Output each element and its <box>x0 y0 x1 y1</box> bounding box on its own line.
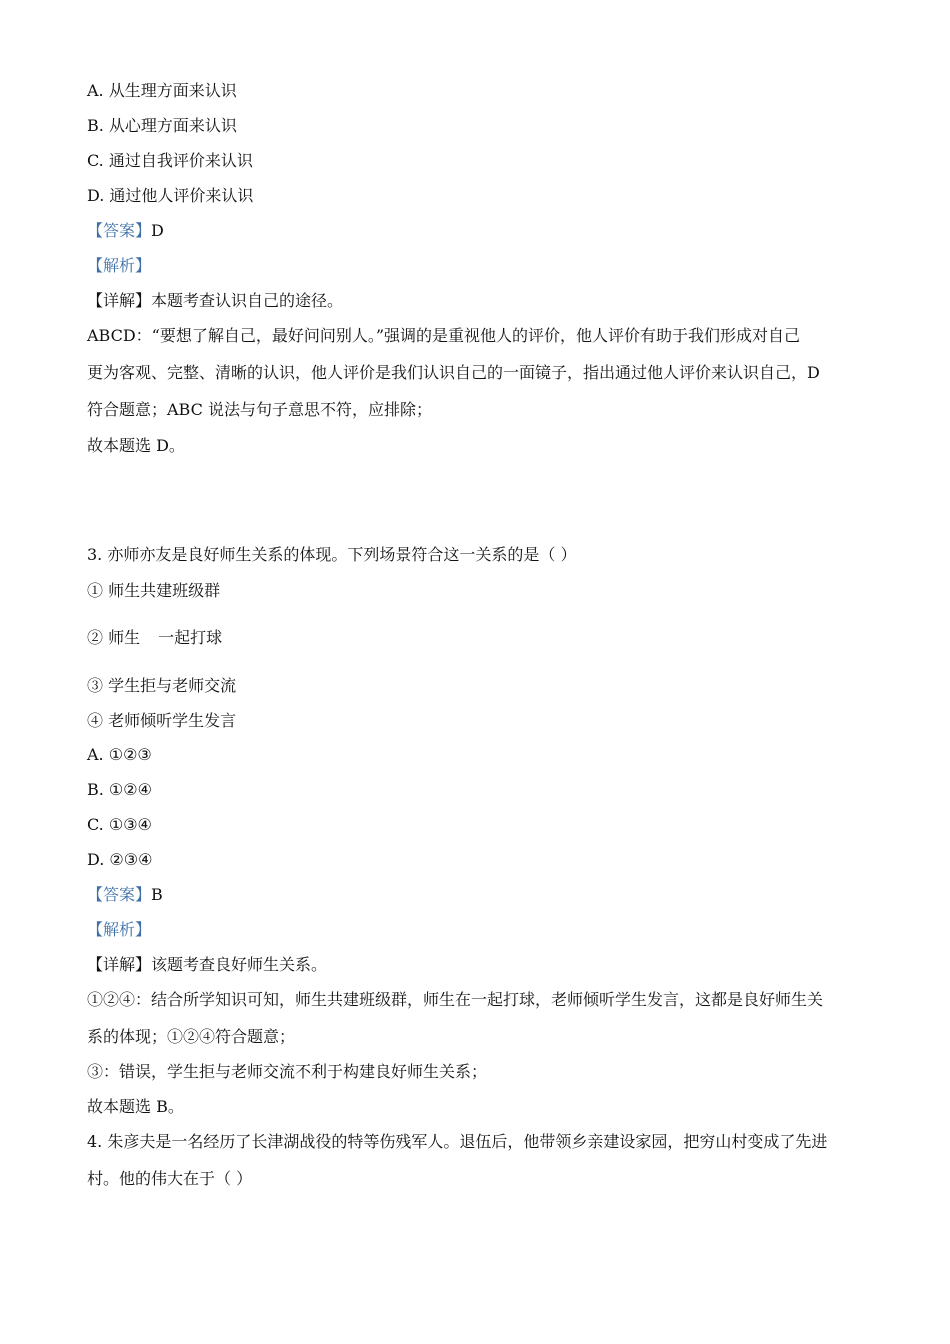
q2-option-b: B. 从心理方面来认识 <box>87 116 237 135</box>
q3-explain-line-1: ①②④：结合所学知识可知，师生共建班级群，师生在一起打球，老师倾听学生发言，这都是良好师生关 <box>87 990 824 1009</box>
q3-item-3: ③ 学生拒与老师交流 <box>87 676 237 695</box>
q4-stem-line-1: 4. 朱彦夫是一名经历了长津湖战役的特等伤残军人。退伍后，他带领乡亲建设家园，把穷山村变成了先进 <box>87 1132 828 1151</box>
q2-answer <box>87 221 164 241</box>
answer-tag: 【答案】 <box>87 885 152 904</box>
answer-value: D <box>151 221 164 240</box>
q3-item-2-part-1: ② 师生 <box>87 628 141 647</box>
q2-analysis-tag: 【解析】 <box>87 256 152 275</box>
q3-explain-line-2: 系的体现；①②④符合题意； <box>87 1027 296 1046</box>
q3-stem: 3. 亦师亦友是良好师生关系的体现。下列场景符合这一关系的是（ ） <box>87 545 577 564</box>
q3-item-4: ④ 老师倾听学生发言 <box>87 711 237 730</box>
q4-stem-line-2: 村。他的伟大在于（ ） <box>87 1169 253 1188</box>
q2-explain-line-3: 符合题意；ABC 说法与句子意思不符，应排除； <box>87 400 432 419</box>
q3-option-d: D. ②③④ <box>87 850 153 869</box>
answer-tag: 【答案】 <box>87 221 152 240</box>
q3-conclusion: 故本题选 B。 <box>87 1097 184 1116</box>
q3-explain-line-3: ③：错误，学生拒与老师交流不利于构建良好师生关系； <box>87 1062 488 1081</box>
q2-conclusion: 故本题选 D。 <box>87 436 185 455</box>
q3-detail: 【详解】该题考查良好师生关系。 <box>87 955 328 974</box>
q2-option-d: D. 通过他人评价来认识 <box>87 186 254 205</box>
q2-detail: 【详解】本题考查认识自己的途径。 <box>87 291 344 310</box>
q2-explain-line-2: 更为客观、完整、清晰的认识，他人评价是我们认识自己的一面镜子，指出通过他人评价来认识自己，D <box>87 363 820 382</box>
q3-option-c: C. ①③④ <box>87 815 152 834</box>
q3-item-2-part-2: 一起打球 <box>158 628 223 647</box>
q3-option-b: B. ①②④ <box>87 780 152 799</box>
q2-option-a: A. 从生理方面来认识 <box>87 81 237 100</box>
q3-item-1: ① 师生共建班级群 <box>87 581 221 600</box>
q3-option-a: A. ①②③ <box>87 745 152 764</box>
q3-answer <box>87 885 163 905</box>
q2-explain-line-1: ABCD：“要想了解自己，最好问问别人。”强调的是重视他人的评价，他人评价有助于我们形成对自己 <box>87 326 801 345</box>
q3-analysis-tag: 【解析】 <box>87 920 152 939</box>
q2-option-c: C. 通过自我评价来认识 <box>87 151 253 170</box>
answer-value: B <box>151 885 163 904</box>
q3-item-2 <box>87 628 222 648</box>
